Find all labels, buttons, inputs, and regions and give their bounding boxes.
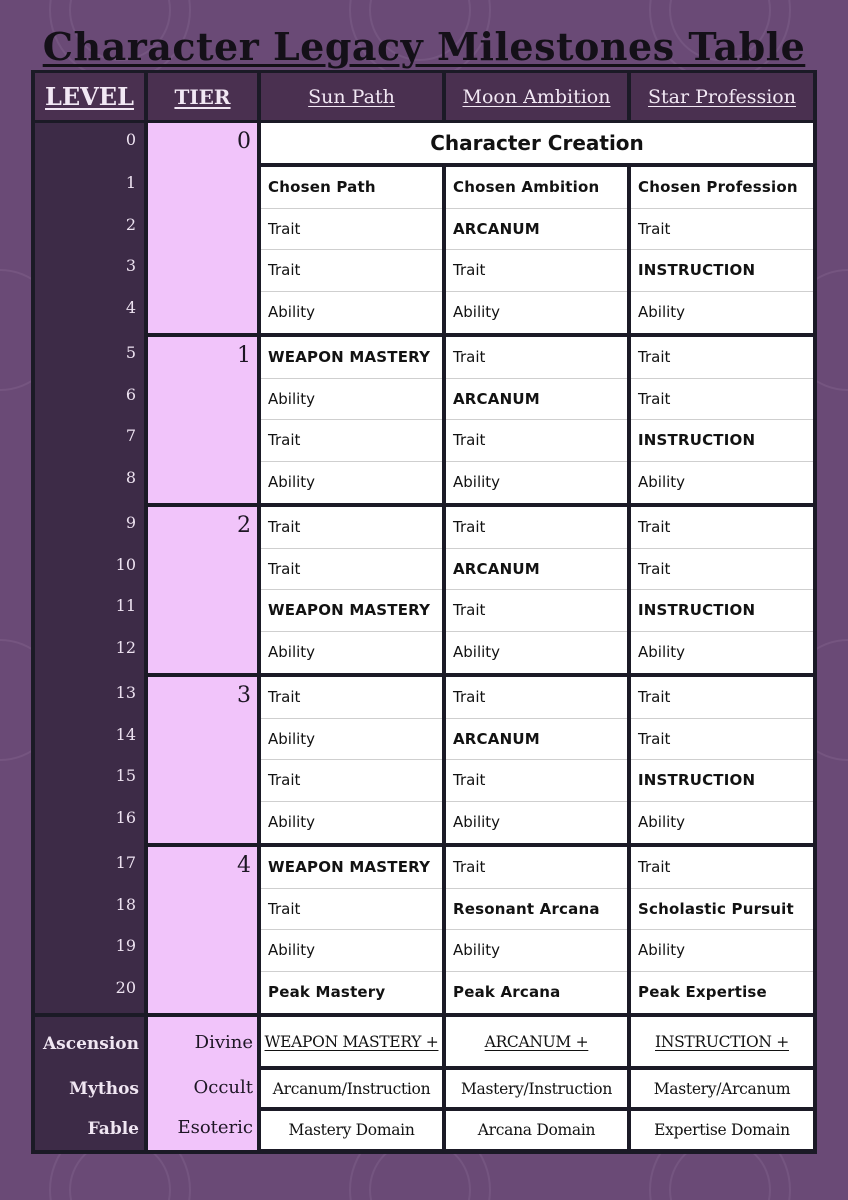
level-number: 3 — [125, 256, 136, 275]
level-number: 15 — [115, 766, 136, 785]
mythos-label: Mythos — [69, 1079, 139, 1099]
table-cell-moon: Trait — [446, 337, 627, 379]
table-cell-sun: Trait — [261, 889, 442, 931]
mythos-moon: Mastery/Instruction — [446, 1070, 627, 1107]
header-moon-ambition: Moon Ambition — [446, 73, 627, 120]
table-cell-sun: WEAPON MASTERY — [261, 847, 442, 889]
tier-block — [148, 847, 257, 1013]
table-cell-star: Ability — [638, 643, 686, 662]
table-cell-star: Ability — [631, 930, 813, 972]
table-cell-moon: Chosen Ambition — [446, 167, 627, 209]
table-cell-sun: WEAPON MASTERY — [261, 337, 442, 379]
level-number: 19 — [115, 936, 136, 955]
table-cell-moon: Trait — [446, 420, 627, 462]
table-cell-moon: Ability — [446, 930, 627, 972]
tier-number: 4 — [237, 853, 251, 878]
table-cell-star: Chosen Profession — [631, 167, 813, 209]
header-sun-path: Sun Path — [261, 73, 442, 120]
table-cell-star: INSTRUCTION — [631, 760, 813, 802]
table-cell-moon: Trait — [446, 250, 627, 292]
level-number: 12 — [115, 637, 136, 657]
table-cell-star: Peak Expertise — [638, 983, 767, 1002]
table-cell-moon: Trait — [446, 847, 627, 889]
milestones-table — [31, 70, 817, 1154]
ascension-label: Ascension — [42, 1034, 139, 1054]
tier-number: 0 — [237, 129, 251, 154]
tier-number: 2 — [237, 513, 251, 538]
table-cell-star: Trait — [631, 379, 813, 421]
table-cell-sun: Trait — [261, 250, 442, 292]
table-cell-star: Trait — [631, 677, 813, 719]
table-cell-moon: ARCANUM — [446, 209, 627, 251]
table-cell-sun: Ability — [268, 643, 316, 662]
fable-sun: Mastery Domain — [261, 1111, 442, 1149]
page-title: Character Legacy Milestones Table — [42, 24, 806, 69]
ascension-sun: WEAPON MASTERY + — [261, 1017, 442, 1066]
esoteric-tier: Esoteric — [177, 1117, 253, 1138]
ascension-star: INSTRUCTION + — [631, 1017, 813, 1066]
tier-number: 3 — [237, 683, 251, 708]
tier-block — [148, 337, 257, 503]
level-number: 16 — [115, 807, 136, 827]
mythos-star: Mastery/Arcanum — [631, 1070, 813, 1107]
table-cell-sun: Ability — [261, 379, 442, 421]
table-cell-moon: Ability — [453, 643, 501, 662]
level-number: 2 — [125, 214, 136, 234]
table-cell-moon: Ability — [453, 303, 501, 322]
table-cell-moon: Ability — [453, 473, 501, 492]
table-cell-star: Trait — [631, 209, 813, 251]
table-cell-sun: Ability — [261, 719, 442, 761]
table-cell-star: Trait — [631, 337, 813, 379]
level-number: 14 — [115, 724, 136, 744]
table-cell-sun: Ability — [261, 930, 442, 972]
table-cell-moon: ARCANUM — [446, 549, 627, 591]
table-cell-star: Trait — [631, 507, 813, 549]
level-number: 4 — [125, 297, 136, 317]
table-cell-moon: Peak Arcana — [453, 983, 561, 1002]
level-number: 0 — [125, 130, 136, 149]
table-cell-star: Scholastic Pursuit — [631, 889, 813, 931]
level-number: 18 — [115, 894, 136, 914]
table-cell-sun: Trait — [261, 209, 442, 251]
level-number: 11 — [115, 596, 136, 615]
table-cell-star: INSTRUCTION — [631, 590, 813, 632]
tier-block — [148, 507, 257, 673]
table-cell-moon: Ability — [453, 813, 501, 832]
table-cell-sun: Ability — [268, 303, 316, 322]
mythos-sun: Arcanum/Instruction — [261, 1070, 442, 1107]
tier-block — [148, 123, 257, 333]
table-cell-sun: Ability — [268, 813, 316, 832]
table-cell-sun: Trait — [261, 549, 442, 591]
table-cell-sun: Trait — [261, 760, 442, 802]
table-body — [31, 70, 817, 1154]
divine-tier: Divine — [194, 1032, 253, 1053]
table-cell-sun: Trait — [261, 677, 442, 719]
level-number: 13 — [115, 683, 136, 702]
level-number: 10 — [115, 554, 136, 574]
table-cell-sun: Trait — [261, 420, 442, 462]
table-cell-sun: Chosen Path — [261, 167, 442, 209]
tier-block — [148, 677, 257, 843]
level-number: 9 — [125, 513, 136, 532]
level-number: 20 — [115, 977, 136, 997]
table-cell-star: Trait — [631, 549, 813, 591]
character-creation-banner: Character Creation — [261, 123, 813, 163]
level-number: 7 — [125, 426, 136, 445]
table-cell-moon: ARCANUM — [446, 719, 627, 761]
table-cell-star: Trait — [631, 719, 813, 761]
table-cell-sun: Ability — [268, 473, 316, 492]
level-number: 6 — [125, 384, 136, 404]
fable-label: Fable — [87, 1119, 139, 1139]
fable-star: Expertise Domain — [631, 1111, 813, 1149]
level-number: 17 — [115, 853, 136, 872]
table-cell-star: Trait — [631, 847, 813, 889]
table-cell-moon: Trait — [446, 507, 627, 549]
level-number: 5 — [125, 343, 136, 362]
table-cell-star: Ability — [638, 303, 686, 322]
header-tier: TIER — [148, 73, 257, 120]
table-cell-star: INSTRUCTION — [631, 420, 813, 462]
level-number: 1 — [125, 173, 136, 192]
table-cell-moon: Trait — [446, 760, 627, 802]
tier-number: 1 — [237, 343, 251, 368]
table-cell-sun: Trait — [261, 507, 442, 549]
ascension-moon: ARCANUM + — [446, 1017, 627, 1066]
table-cell-moon: Trait — [446, 590, 627, 632]
table-cell-sun: WEAPON MASTERY — [261, 590, 442, 632]
table-cell-star: Ability — [638, 813, 686, 832]
table-cell-star: Ability — [638, 473, 686, 492]
occult-tier: Occult — [193, 1077, 253, 1098]
table-cell-star: INSTRUCTION — [631, 250, 813, 292]
fable-moon: Arcana Domain — [446, 1111, 627, 1149]
header-level: LEVEL — [35, 73, 144, 120]
table-cell-sun: Peak Mastery — [268, 983, 386, 1002]
table-cell-moon: Resonant Arcana — [446, 889, 627, 931]
table-cell-moon: Trait — [446, 677, 627, 719]
level-number: 8 — [125, 467, 136, 487]
table-cell-moon: ARCANUM — [446, 379, 627, 421]
header-star-profession: Star Profession — [631, 73, 813, 120]
